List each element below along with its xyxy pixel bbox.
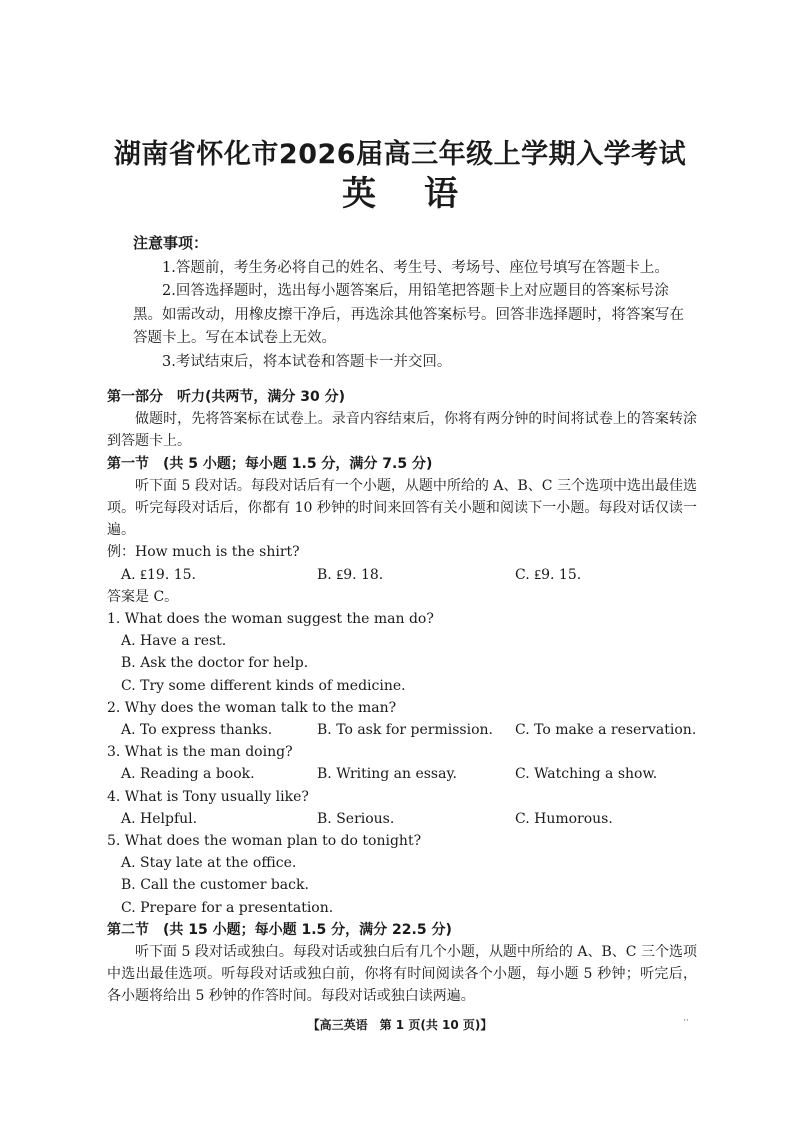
- notes-heading: 注意事项：: [133, 234, 209, 252]
- option: C. Watching a show.: [515, 766, 658, 783]
- option: C. Humorous.: [515, 810, 613, 827]
- notes-item: 2.回答选择题时，选出每小题答案后，用铅笔把答题卡上对应题目的答案标号涂黑。如需改动，用橡皮擦干净后，再选涂其他答案标号。回答非选择题时，将答案写在答题卡上。写在本试卷上无效。: [133, 283, 684, 346]
- option: B. Serious.: [317, 810, 395, 827]
- part1-title: 第一部分 听力(共两节，满分 30 分): [107, 389, 346, 405]
- example-question: 例：How much is the shirt?: [107, 544, 300, 561]
- option: A. ₤19. 15.: [121, 566, 196, 583]
- notes-section: [133, 232, 693, 374]
- option: C. ₤9. 15.: [515, 566, 582, 583]
- part1-intro: 做题时，先将答案标在试卷上。录音内容结束后，你将有两分钟的时间将试卷上的答案转涂到答题卡上。: [107, 411, 697, 450]
- part1-listening: [107, 386, 697, 1008]
- question-4-options: [107, 808, 697, 830]
- page-footer: 【高三英语 第 1 页(共 10 页)】: [307, 1018, 493, 1032]
- exam-title: 湖南省怀化市2026届高三年级上学期入学考试: [113, 139, 687, 170]
- option: A. Reading a book.: [121, 766, 255, 783]
- question-4: 4. What is Tony usually like?: [107, 788, 309, 805]
- option: B. Writing an essay.: [317, 766, 457, 783]
- option: B. Call the customer back.: [121, 877, 309, 894]
- notes-item: 3.考试结束后，将本试卷和答题卡一并交回。: [162, 353, 452, 370]
- notes-item: 1.答题前，考生务必将自己的姓名、考生号、考场号、座位号填写在答题卡上。: [162, 259, 669, 276]
- option: A. Have a rest.: [121, 633, 227, 650]
- section1-title: 第一节 (共 5 小题；每小题 1.5 分，满分 7.5 分): [107, 455, 433, 472]
- section1-instructions: 听下面 5 段对话。每段对话后有一个小题，从题中所给的 A、B、C 三个选项中选出最佳选项。听完每段对话后，你都有 10 秒钟的时间来回答有关小题和阅读下一小题。每段对话仅读一遍。: [107, 477, 697, 539]
- question-3: 3. What is the man doing?: [107, 744, 293, 761]
- option: B. To ask for permission.: [317, 722, 493, 739]
- section2-title: 第二节 (共 15 小题；每小题 1.5 分，满分 22.5 分): [107, 921, 452, 938]
- subject-title: 英语: [342, 174, 506, 214]
- corner-mark: ··: [683, 1016, 689, 1026]
- option: C. Try some different kinds of medicine.: [121, 677, 406, 694]
- option: A. Stay late at the office.: [121, 855, 297, 872]
- question-5: 5. What does the woman plan to do tonight?: [107, 833, 422, 850]
- example-answer: 答案是 C。: [107, 588, 179, 605]
- option: A. Helpful.: [121, 810, 198, 827]
- section2-instructions: 听下面 5 段对话或独白。每段对话或独白后有几个小题，从题中所给的 A、B、C 三个选项中选出最佳选项。听每段对话或独白前，你将有时间阅读各个小题，每小题 5 秒钟；听完后，各小题将给出 5 秒钟的作答时间。每段对话或独白读两遍。: [107, 944, 697, 1005]
- question-2: 2. Why does the woman talk to the man?: [107, 699, 397, 716]
- option: C. Prepare for a presentation.: [121, 899, 334, 916]
- example-options: [107, 564, 697, 586]
- option: A. To express thanks.: [121, 722, 273, 739]
- question-2-options: [107, 719, 697, 741]
- option: B. Ask the doctor for help.: [121, 655, 309, 672]
- question-3-options: [107, 763, 697, 785]
- option: B. ₤9. 18.: [317, 566, 384, 583]
- question-1: 1. What does the woman suggest the man do?: [107, 611, 434, 628]
- option: C. To make a reservation.: [515, 722, 697, 739]
